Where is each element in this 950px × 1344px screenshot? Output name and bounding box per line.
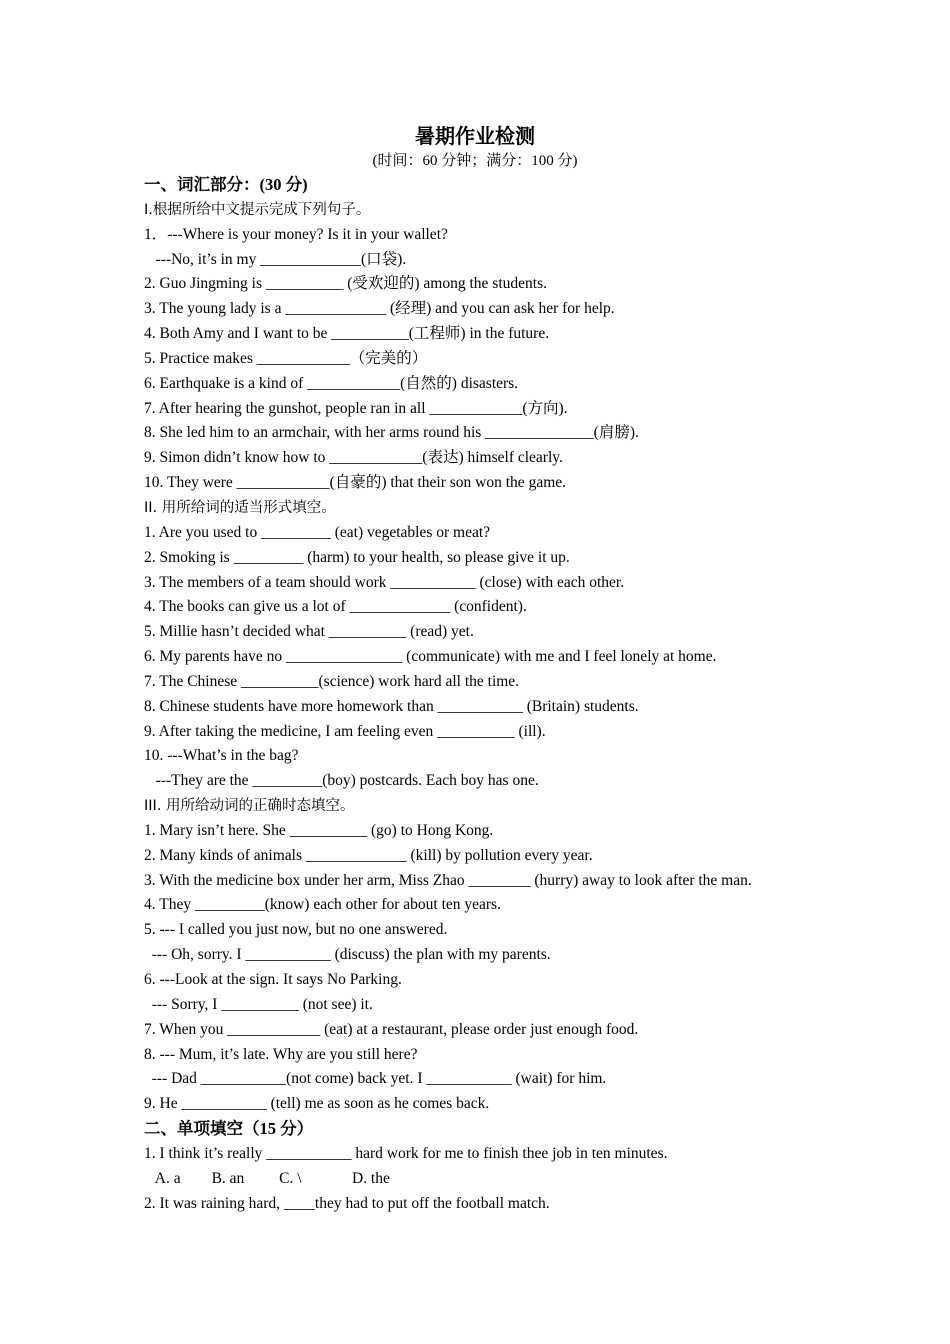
question-line: 6. Earthquake is a kind of ____________(自然的) disasters.	[144, 374, 519, 392]
question-line: 10. ---What’s in the bag?	[144, 747, 299, 765]
section-heading: 二、单项填空（15 分）	[144, 1119, 314, 1139]
question-line: 1. Mary isn’t here. She __________ (go) to Hong Kong.	[144, 821, 494, 839]
question-line: --- Oh, sorry. I ___________ (discuss) the plan with my parents.	[144, 946, 551, 964]
question-line: 3. The young lady is a _____________ (经理) and you can ask her for help.	[144, 300, 615, 318]
document-body	[144, 173, 824, 1216]
question-line: 1．---Where is your money? Is it in your wallet?	[144, 225, 448, 243]
question-line: 3. The members of a team should work ___________ (close) with each other.	[144, 573, 625, 591]
question-line: 5. --- I called you just now, but no one answered.	[144, 921, 448, 939]
section-instruction: II. 用所给词的适当形式填空。	[144, 499, 336, 516]
question-line: 2. It was raining hard, ____they had to put off the football match.	[144, 1194, 550, 1212]
question-line: 4. Both Amy and I want to be __________(工程师) in the future.	[144, 325, 550, 343]
question-line: 2. Many kinds of animals _____________ (kill) by pollution every year.	[144, 846, 593, 864]
question-line: ---They are the _________(boy) postcards. Each boy has one.	[144, 772, 539, 790]
question-line: 9. He ___________ (tell) me as soon as he comes back.	[144, 1095, 490, 1113]
section-instruction: III. 用所给动词的正确时态填空。	[144, 798, 355, 815]
question-line: 1. I think it’s really ___________ hard work for me to finish thee job in ten minutes.	[144, 1144, 668, 1162]
question-line: 10. They were ____________(自豪的) that their son won the game.	[144, 474, 567, 492]
question-line: 4. The books can give us a lot of _____________ (confident).	[144, 598, 527, 616]
question-line: 3. With the medicine box under her arm, Miss Zhao ________ (hurry) away to look after the man.	[144, 871, 752, 889]
question-line: 9. Simon didn’t know how to ____________(表达) himself clearly.	[144, 449, 563, 467]
question-line: 5. Millie hasn’t decided what __________ (read) yet.	[144, 623, 474, 641]
question-line: --- Dad ___________(not come) back yet. I ___________ (wait) for him.	[144, 1070, 607, 1088]
question-line: 8. Chinese students have more homework than ___________ (Britain) students.	[144, 697, 639, 715]
question-line: --- Sorry, I __________ (not see) it.	[144, 995, 373, 1013]
question-line: 2. Guo Jingming is __________ (受欢迎的) among the students.	[144, 275, 547, 293]
question-line: 1. Are you used to _________ (eat) vegetables or meat?	[144, 523, 491, 541]
page-title: 暑期作业检测	[415, 124, 535, 148]
question-line: 6. My parents have no _______________ (communicate) with me and I feel lonely at home.	[144, 648, 717, 666]
page-subtitle: (时间：60 分钟；满分：100 分)	[372, 153, 578, 169]
question-line: 7. After hearing the gunshot, people ran in all ____________(方向).	[144, 399, 568, 417]
question-line: 6. ---Look at the sign. It says No Parking.	[144, 971, 402, 988]
question-line: 8. She led him to an armchair, with her arms round his ______________(肩膀).	[144, 424, 639, 442]
question-line: 2. Smoking is _________ (harm) to your health, so please give it up.	[144, 548, 570, 566]
question-line: ---No, it’s in my _____________(口袋).	[144, 250, 407, 268]
question-line: 7. When you ____________ (eat) at a restaurant, please order just enough food.	[144, 1020, 639, 1038]
section-heading: 一、词汇部分：(30 分)	[144, 175, 308, 194]
question-line: 8. --- Mum, it’s late. Why are you still here?	[144, 1045, 418, 1063]
question-line: 4. They _________(know) each other for about ten years.	[144, 896, 501, 914]
section-instruction: I.根据所给中文提示完成下列句子。	[144, 201, 371, 218]
question-line: A. a B. an C. \ D. the	[144, 1169, 390, 1187]
question-line: 7. The Chinese __________(science) work hard all the time.	[144, 672, 520, 690]
question-line: 5. Practice makes ____________（完美的）	[144, 349, 428, 367]
question-line: 9. After taking the medicine, I am feeling even __________ (ill).	[144, 722, 546, 740]
